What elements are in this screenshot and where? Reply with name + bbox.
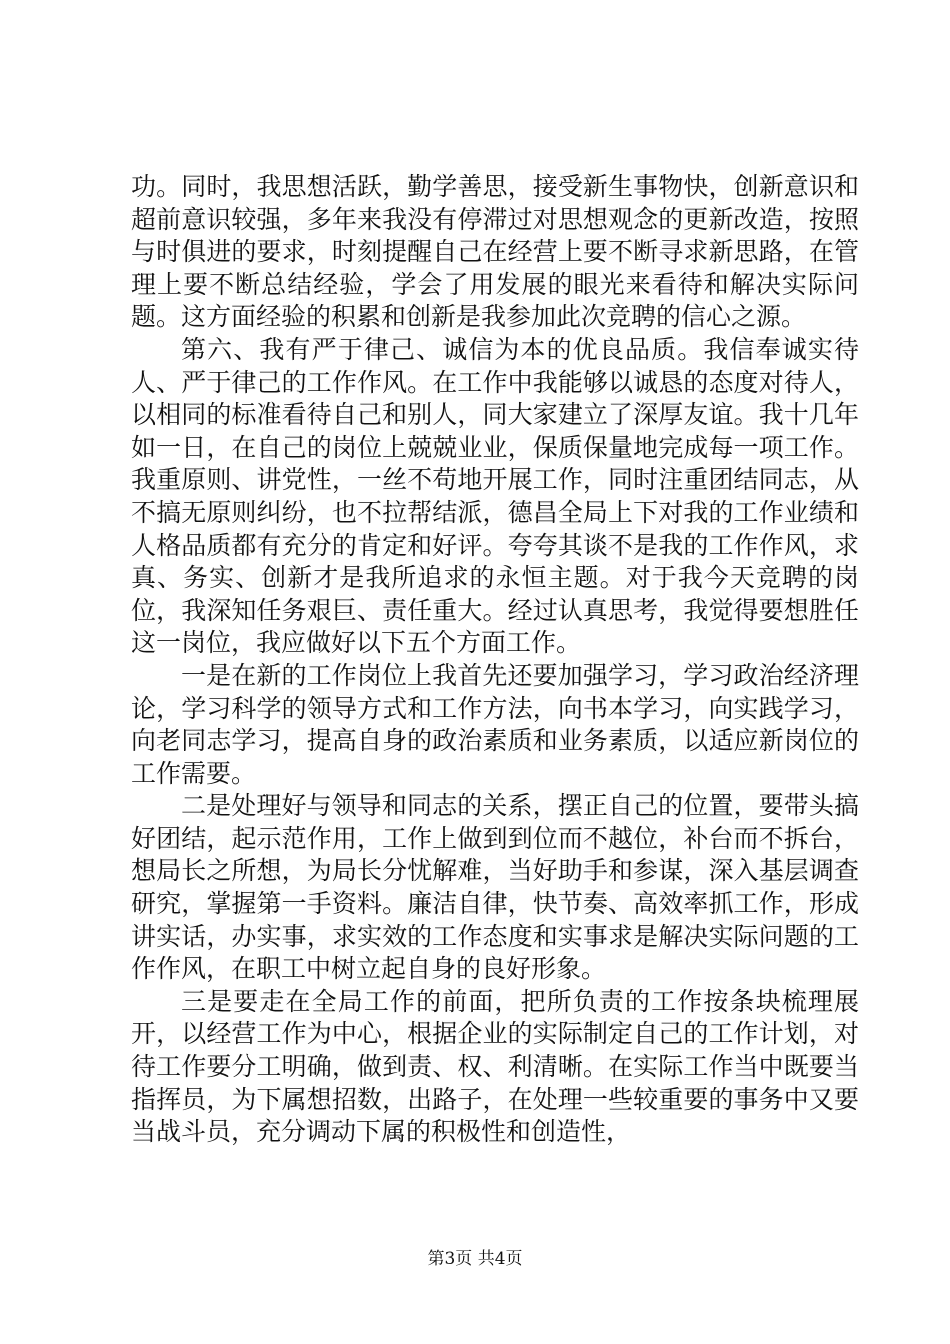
paragraph-5: 三是要走在全局工作的前面，把所负责的工作按条块梳理展开，以经营工作为中心，根据企业的实际制定自己的工作计划，对待工作要分工明确，做到责、权、利清晰。在实际工作当中既要当指挥员，为下属想招数，出路子，在处理一些较重要的事务中又要当战斗员，充分调动下属的积极性和创造性， (131, 986, 859, 1147)
paragraph-2: 第六、我有严于律己、诚信为本的优良品质。我信奉诚实待人、严于律己的工作作风。在工作中我能够以诚恳的态度对待人，以相同的标准看待自己和别人，同大家建立了深厚友谊。我十几年如一日，在自己的岗位上兢兢业业，保质保量地完成每一项工作。我重原则、讲党性，一丝不苟地开展工作，同时注重团结同志，从不搞无原则纠纷，也不拉帮结派，德昌全局上下对我的工作业绩和人格品质都有充分的肯定和好评。夸夸其谈不是我的工作作风，求真、务实、创新才是我所追求的永恒主题。对于我今天竞聘的岗位，我深知任务艰巨、责任重大。经过认真思考，我觉得要想胜任这一岗位，我应做好以下五个方面工作。 (131, 334, 859, 658)
page-number-footer: 第3页 共4页 (427, 1249, 523, 1269)
paragraph-4: 二是处理好与领导和同志的关系，摆正自己的位置，要带头搞好团结，起示范作用，工作上做到到位而不越位，补台而不拆台，想局长之所想，为局长分忧解难，当好助手和参谋，深入基层调查研究，掌握第一手资料。廉洁自律，快节奏、高效率抓工作，形成讲实话，办实事，求实效的工作态度和实事求是解决实际问题的工作作风，在职工中树立起自身的良好形象。 (131, 791, 859, 984)
paragraph-3: 一是在新的工作岗位上我首先还要加强学习，学习政治经济理论，学习科学的领导方式和工作方法，向书本学习，向实践学习，向老同志学习，提高自身的政治素质和业务素质，以适应新岗位的工作需要。 (131, 660, 859, 788)
document-body (131, 171, 859, 1149)
paragraph-1: 功。同时，我思想活跃，勤学善思，接受新生事物快，创新意识和超前意识较强，多年来我没有停滞过对思想观念的更新改造，按照与时俱进的要求，时刻提醒自己在经营上要不断寻求新思路，在管理上要不断总结经验，学会了用发展的眼光来看待和解决实际问题。这方面经验的积累和创新是我参加此次竞聘的信心之源。 (131, 172, 859, 332)
